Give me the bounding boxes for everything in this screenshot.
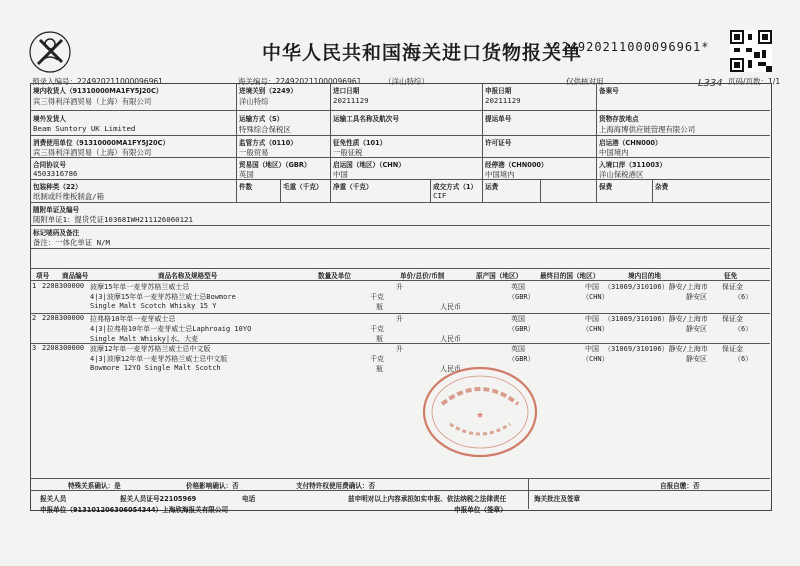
storage-place-label: 货物存放地点 <box>599 115 639 123</box>
goods-name-2: 4|3|波摩12年单一麦芽苏格兰威士忌中文版 <box>90 355 228 363</box>
goods-item-no: 1 <box>32 282 37 290</box>
goods-origin: 英国 <box>511 345 525 353</box>
entry-cert-label: 报关人员证号22105969 <box>120 495 197 503</box>
goods-dest-code: （CHN） <box>582 355 609 363</box>
goods-tax: 保证金 <box>722 315 743 323</box>
deal-mode-value: CIF <box>433 191 447 200</box>
declare-seal-label: 申报单位（签章） <box>454 506 507 514</box>
col-quantity: 数量及单位 <box>318 272 351 280</box>
special-relation-confirm: 特殊关系确认：是 <box>68 482 121 490</box>
goods-qty-1: 升 <box>396 283 403 291</box>
transport-mode-label: 运输方式（S） <box>239 115 284 123</box>
goods-dest: 中国 <box>585 283 599 291</box>
overseas-shipper-label: 境外发货人 <box>33 115 66 123</box>
goods-qty-1: 升 <box>396 345 403 353</box>
trade-country-value: 英国 <box>239 170 254 179</box>
goods-qty-2: 千克 <box>370 325 384 333</box>
transit-port-label: 经停港（CHN000） <box>485 161 548 169</box>
goods-name-3: Bowmore 12YO Single Malt Scotch <box>90 364 221 372</box>
goods-tax-code: （6） <box>734 293 753 301</box>
license-label: 许可证号 <box>485 139 512 147</box>
goods-item-no: 3 <box>32 344 37 352</box>
goods-code: 2208300000 <box>42 344 85 352</box>
page-number: 页码/页数：1/1 <box>728 77 781 86</box>
ship-country-label: 启运国（地区）（CHN） <box>333 161 405 169</box>
goods-qty-3: 瓶 <box>376 303 383 311</box>
origin-port-label: 启运港（CHN000） <box>599 139 662 147</box>
goods-domestic-2: 静安区 <box>686 325 707 333</box>
contract-value: 4503316786 <box>33 169 78 178</box>
goods-code: 2208300000 <box>42 282 85 290</box>
customs-number: 海关编号：224920211000096961 <box>238 77 362 86</box>
declare-unit-label: 申报单位（913101206306054344）上海欣海报关有限公司 <box>40 506 229 514</box>
document-title: 中华人民共和国海关进口货物报关单 <box>262 42 583 64</box>
col-domestic: 境内目的地 <box>628 272 661 280</box>
goods-domestic-2: 静安区 <box>686 293 707 301</box>
goods-origin: 英国 <box>511 283 525 291</box>
transport-tool-label: 运输工具名称及航次号 <box>333 115 399 123</box>
self-report-confirm: 自报自缴：否 <box>660 482 700 490</box>
transit-port-value: 中国境内 <box>485 170 515 179</box>
price-impact-confirm: 价格影响确认：否 <box>186 482 239 490</box>
entry-port-label: 进境关别（2249） <box>239 87 297 95</box>
import-date-value: 20211129 <box>333 96 369 105</box>
goods-origin-code: （GBR） <box>508 325 535 333</box>
net-weight-label: 净重（千克） <box>333 183 373 191</box>
supervision-value: 一般贸易 <box>239 148 269 157</box>
qr-code-icon <box>730 30 772 72</box>
entry-port-value: 洋山特综 <box>239 97 269 106</box>
tax-nature-label: 征免性质（101） <box>333 139 387 147</box>
goods-currency: 人民币 <box>440 303 461 311</box>
verification-note: 仅供核对用 <box>566 77 604 86</box>
goods-name-2: 4|3|拉弗格10年单一麦芽威士忌Laphroaig 10YO <box>90 325 252 333</box>
deal-mode-label: 成交方式（1） <box>433 183 478 191</box>
docs-value: 随附单证1：提货凭证10368IWH211126060121 <box>33 215 193 224</box>
tax-nature-value: 一般征税 <box>333 148 363 157</box>
handwritten-note: L334 <box>698 78 723 89</box>
misc-fee-label: 杂费 <box>655 183 669 191</box>
goods-origin-code: （GBR） <box>508 355 535 363</box>
goods-name-2: 4|3|波摩15年单一麦芽苏格兰威士忌Bowmore <box>90 293 236 301</box>
goods-domestic-1: （31069/310106）静安/上海市 <box>604 345 708 353</box>
entry-border-value: 洋山保税港区 <box>599 170 644 179</box>
contract-label: 合同协议号 <box>33 161 66 169</box>
package-value: 纸制或纤维板制盒/箱 <box>33 192 104 201</box>
goods-item-no: 2 <box>32 314 37 322</box>
goods-tax-code: （6） <box>734 325 753 333</box>
marks-value: 备注：一体化单证 N/M <box>33 238 110 247</box>
goods-name-3: Single Malt Whisky|水、大麦 <box>90 335 199 343</box>
col-code: 商品编号 <box>62 272 89 280</box>
col-origin: 原产国（地区） <box>476 272 523 280</box>
overseas-shipper-value: Beam Suntory UK Limited <box>33 124 136 133</box>
origin-port-value: 中国境内 <box>599 148 629 157</box>
transport-mode-value: 特殊综合保税区 <box>239 125 291 134</box>
col-name: 商品名称及规格型号 <box>158 272 218 280</box>
goods-tax-code: （6） <box>734 355 753 363</box>
entry-person-label: 报关人员 <box>40 495 67 503</box>
customs-remarks-label: 海关批注及签章 <box>534 495 581 503</box>
goods-qty-2: 千克 <box>370 293 384 301</box>
barcode-text: *224920211000096961* <box>545 40 710 54</box>
goods-currency: 人民币 <box>440 335 461 343</box>
pre-entry-number: 预录入编号：224920211000096961 <box>32 77 163 86</box>
col-tax: 征免 <box>724 272 738 280</box>
goods-currency: 人民币 <box>440 365 461 373</box>
consignee-value: 宾三得利洋酒贸易（上海）有限公司 <box>33 97 152 106</box>
goods-qty-3: 瓶 <box>376 335 383 343</box>
goods-code: 2208300000 <box>42 314 85 322</box>
goods-origin: 英国 <box>511 315 525 323</box>
goods-domestic-1: （31069/310106）静安/上海市 <box>604 315 708 323</box>
docs-label: 随附单证及编号 <box>33 206 80 214</box>
customs-port: （洋山特综） <box>384 77 429 86</box>
supervision-label: 监管方式（0110） <box>239 139 297 147</box>
goods-qty-3: 瓶 <box>376 365 383 373</box>
royalty-confirm: 支付特许权使用费确认：否 <box>296 482 376 490</box>
insurance-label: 保费 <box>599 183 613 191</box>
goods-domestic-1: （31069/310106）静安/上海市 <box>604 283 708 291</box>
user-unit-label: 消费使用单位（91310000MA1FY5J20C） <box>33 139 170 147</box>
goods-tax: 保证金 <box>722 345 743 353</box>
customs-seal-stamp <box>420 362 540 462</box>
goods-name-1: 波摩15年单一麦芽苏格兰威士忌 <box>90 283 190 291</box>
ship-country-value: 中国 <box>333 170 348 179</box>
goods-tax: 保证金 <box>722 283 743 291</box>
declare-date-label: 申报日期 <box>485 87 512 95</box>
svg-text:★: ★ <box>475 411 485 421</box>
gross-weight-label: 毛重（千克） <box>283 183 323 191</box>
col-price: 单价/总价/币制 <box>400 272 445 280</box>
goods-dest: 中国 <box>585 315 599 323</box>
goods-origin-code: （GBR） <box>508 293 535 301</box>
declare-date-value: 20211129 <box>485 96 521 105</box>
import-date-label: 进口日期 <box>333 87 360 95</box>
record-number-label: 备案号 <box>599 87 619 95</box>
package-label: 包装种类（22） <box>33 183 82 191</box>
trade-country-label: 贸易国（地区）（GBR） <box>239 161 311 169</box>
marks-label: 标记唛码及备注 <box>33 229 80 237</box>
goods-name-1: 拉弗格10年单一麦芽威士忌 <box>90 315 176 323</box>
entry-border-label: 入境口岸（311003） <box>599 161 667 169</box>
bill-number-label: 提运单号 <box>485 115 512 123</box>
pieces-label: 件数 <box>239 183 253 191</box>
phone-label: 电话 <box>242 495 256 503</box>
goods-dest: 中国 <box>585 345 599 353</box>
customs-emblem-icon <box>28 30 72 74</box>
goods-dest-code: （CHN） <box>582 325 609 333</box>
goods-name-3: Single Malt Scotch Whisky 15 Y <box>90 302 217 310</box>
goods-qty-1: 升 <box>396 315 403 323</box>
goods-dest-code: （CHN） <box>582 293 609 301</box>
goods-name-1: 波摩12年单一麦芽苏格兰威士忌中文版 <box>90 345 211 353</box>
freight-label: 运费 <box>485 183 499 191</box>
col-item: 项号 <box>36 272 50 280</box>
goods-domestic-2: 静安区 <box>686 355 707 363</box>
declaration-statement: 兹申明对以上内容承担如实申报、依法纳税之法律责任 <box>348 495 507 503</box>
col-destination: 最终目的国（地区） <box>540 272 600 280</box>
goods-qty-2: 千克 <box>370 355 384 363</box>
storage-place-value: 上海海博供应链管理有限公司 <box>599 125 696 134</box>
user-unit-value: 宾三得利洋酒贸易（上海）有限公司 <box>33 148 152 157</box>
consignee-label: 境内收货人（91310000MA1FY5J20C） <box>33 87 163 95</box>
